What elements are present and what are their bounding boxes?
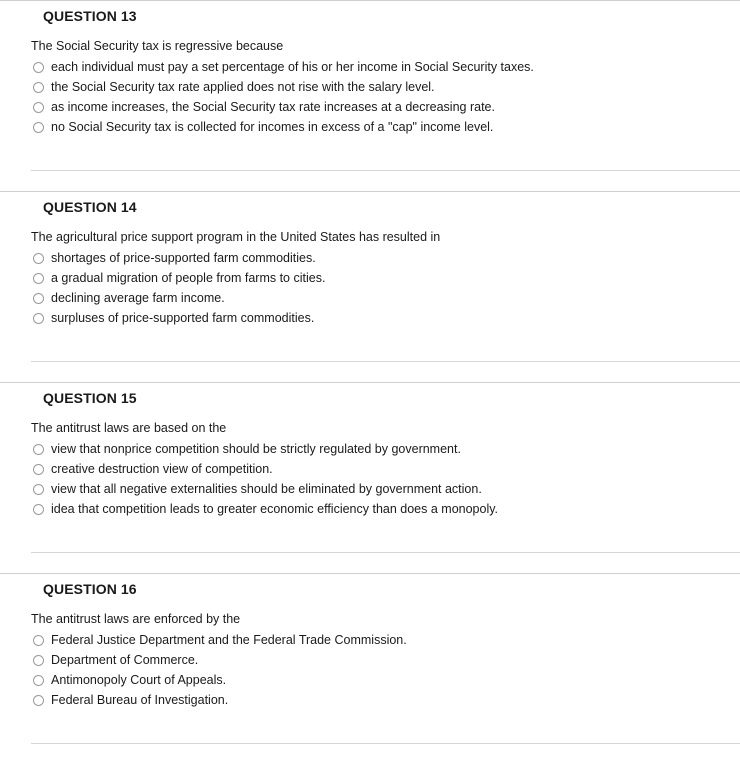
radio-button[interactable] — [33, 675, 44, 686]
radio-button[interactable] — [33, 635, 44, 646]
option-label[interactable]: Federal Bureau of Investigation. — [51, 693, 229, 707]
option-label[interactable]: as income increases, the Social Security tax rate increases at a decreasing rate. — [51, 100, 495, 114]
radio-button[interactable] — [33, 484, 44, 495]
option-label[interactable]: surpluses of price-supported farm commodities. — [51, 311, 315, 325]
radio-button[interactable] — [33, 695, 44, 706]
option-label[interactable]: shortages of price-supported farm commodities. — [51, 251, 316, 265]
radio-button[interactable] — [33, 504, 44, 515]
question-stem: The agricultural price support program in the United States has resulted in — [31, 230, 441, 244]
answer-option[interactable] — [33, 97, 534, 117]
option-label[interactable]: each individual must pay a set percentage of his or her income in Social Security taxes. — [51, 60, 534, 74]
question-stem: The antitrust laws are based on the — [31, 421, 227, 435]
option-label[interactable]: view that all negative externalities should be eliminated by government action. — [51, 482, 482, 496]
answer-options — [33, 630, 407, 710]
option-label[interactable]: the Social Security tax rate applied does not rise with the salary level. — [51, 80, 435, 94]
answer-option[interactable] — [33, 77, 534, 97]
answer-option[interactable] — [33, 690, 407, 710]
question-title: QUESTION 14 — [43, 199, 137, 215]
answer-option[interactable] — [33, 479, 498, 499]
answer-option[interactable] — [33, 439, 498, 459]
option-label[interactable]: no Social Security tax is collected for incomes in excess of a "cap" income level. — [51, 120, 494, 134]
radio-button[interactable] — [33, 82, 44, 93]
question-title: QUESTION 16 — [43, 581, 137, 597]
answer-option[interactable] — [33, 459, 498, 479]
question-stem: The Social Security tax is regressive because — [31, 39, 284, 53]
question-title: QUESTION 13 — [43, 8, 137, 24]
radio-button[interactable] — [33, 253, 44, 264]
option-label[interactable]: declining average farm income. — [51, 291, 225, 305]
divider — [31, 743, 740, 744]
divider — [0, 0, 740, 1]
divider — [0, 382, 740, 383]
radio-button[interactable] — [33, 122, 44, 133]
divider — [31, 170, 740, 171]
question-stem: The antitrust laws are enforced by the — [31, 612, 241, 626]
answer-options — [33, 248, 325, 328]
answer-option[interactable] — [33, 248, 325, 268]
option-label[interactable]: creative destruction view of competition. — [51, 462, 273, 476]
radio-button[interactable] — [33, 273, 44, 284]
question-title: QUESTION 15 — [43, 390, 137, 406]
answer-option[interactable] — [33, 268, 325, 288]
radio-button[interactable] — [33, 102, 44, 113]
radio-button[interactable] — [33, 464, 44, 475]
answer-option[interactable] — [33, 308, 325, 328]
radio-button[interactable] — [33, 444, 44, 455]
option-label[interactable]: a gradual migration of people from farms to cities. — [51, 271, 326, 285]
answer-options — [33, 439, 498, 519]
radio-button[interactable] — [33, 62, 44, 73]
radio-button[interactable] — [33, 655, 44, 666]
radio-button[interactable] — [33, 293, 44, 304]
divider — [31, 552, 740, 553]
option-label[interactable]: idea that competition leads to greater economic efficiency than does a monopoly. — [51, 502, 499, 516]
answer-option[interactable] — [33, 650, 407, 670]
option-label[interactable]: Department of Commerce. — [51, 653, 199, 667]
option-label[interactable]: Federal Justice Department and the Federal Trade Commission. — [51, 633, 407, 647]
radio-button[interactable] — [33, 313, 44, 324]
answer-options — [33, 57, 534, 137]
divider — [0, 573, 740, 574]
answer-option[interactable] — [33, 499, 498, 519]
divider — [0, 191, 740, 192]
option-label[interactable]: Antimonopoly Court of Appeals. — [51, 673, 227, 687]
answer-option[interactable] — [33, 57, 534, 77]
answer-option[interactable] — [33, 630, 407, 650]
answer-option[interactable] — [33, 670, 407, 690]
option-label[interactable]: view that nonprice competition should be strictly regulated by government. — [51, 442, 461, 456]
answer-option[interactable] — [33, 117, 534, 137]
answer-option[interactable] — [33, 288, 325, 308]
divider — [31, 361, 740, 362]
